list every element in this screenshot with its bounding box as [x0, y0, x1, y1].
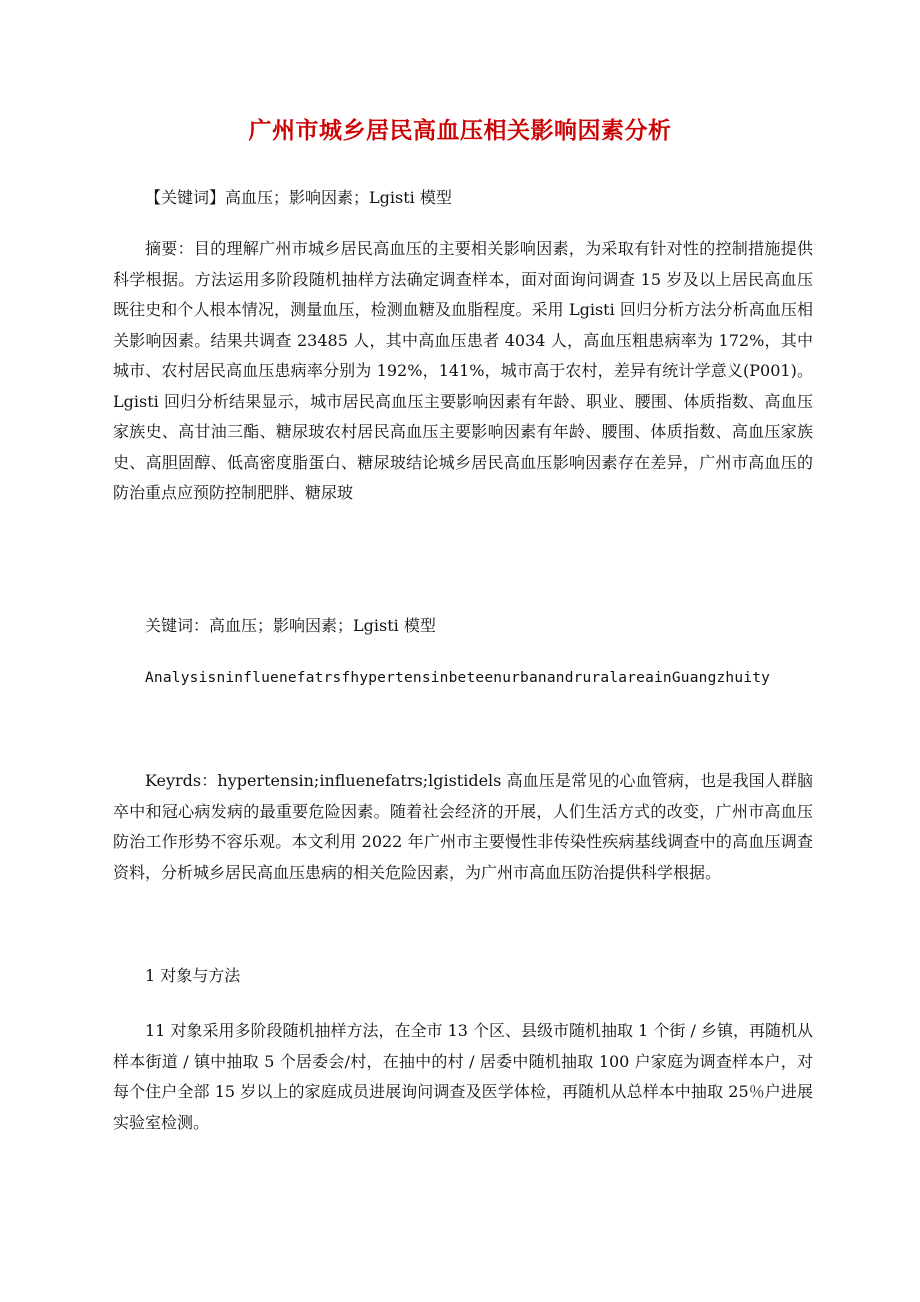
- document-title: 广州市城乡居民高血压相关影响因素分析: [248, 118, 672, 144]
- abstract-paragraph: 摘要：目的理解广州市城乡居民高血压的主要相关影响因素，为采取有针对性的控制措施提供科学根据。方法运用多阶段随机抽样方法确定调查样本，面对面询问调查 15 岁及以上居民高血压既往史和个人根本情况，测量血压，检测血糖及血脂程度。采用 Lgisti 回归分析方法分析高血压相关影响因素。结果共调查 23485 人，其中高血压患者 4034 人，高血压粗患病率为 172%，其中城市、农村居民高血压患病率分别为 192%，141%，城市高于农村，差异有统计学意义(P001)。Lgisti 回归分析结果显示，城市居民高血压主要影响因素有年龄、职业、腰围、体质指数、高血压家族史、高甘油三酯、糖尿玻农村居民高血压主要影响因素有年龄、腰围、体质指数、高血压家族史、高胆固醇、低高密度脂蛋白、糖尿玻结论城乡居民高血压影响因素存在差异，广州市高血压的防治重点应预防控制肥胖、糖尿玻: [113, 239, 813, 502]
- english-title: AnalysisninfluenefatrsfhypertensinbeteenurbanandruralareainGuangzhuity: [145, 670, 771, 686]
- keywords-header: 【关键词】高血压；影响因素；Lgisti 模型: [145, 188, 452, 207]
- keywords-line: 关键词：高血压；影响因素；Lgisti 模型: [145, 616, 436, 635]
- section-1-1-paragraph: 11 对象采用多阶段随机抽样方法，在全市 13 个区、县级市随机抽取 1 个街 / 乡镇，再随机从样本街道 / 镇中抽取 5 个居委会/村，在抽中的村 / 居委中随机抽取 100 户家庭为调查样本户，对每个住户全部 15 岁以上的家庭成员进展询问调查及医学体检，再随机从总样本中抽取 25％户进展实验室检测。: [113, 1021, 813, 1132]
- keywords-en-intro: Keyrds：hypertensin;influenefatrs;lgistidels 高血压是常见的心血管病，也是我国人群脑卒中和冠心病发病的最重要危险因素。随着社会经济的开展，人们生活方式的改变，广州市高血压防治工作形势不容乐观。本文利用 2022 年广州市主要慢性非传染性疾病基线调查中的高血压调查资料，分析城乡居民高血压患病的相关危险因素，为广州市高血压防治提供科学根据。: [113, 771, 813, 882]
- section-heading: 1 对象与方法: [145, 966, 241, 985]
